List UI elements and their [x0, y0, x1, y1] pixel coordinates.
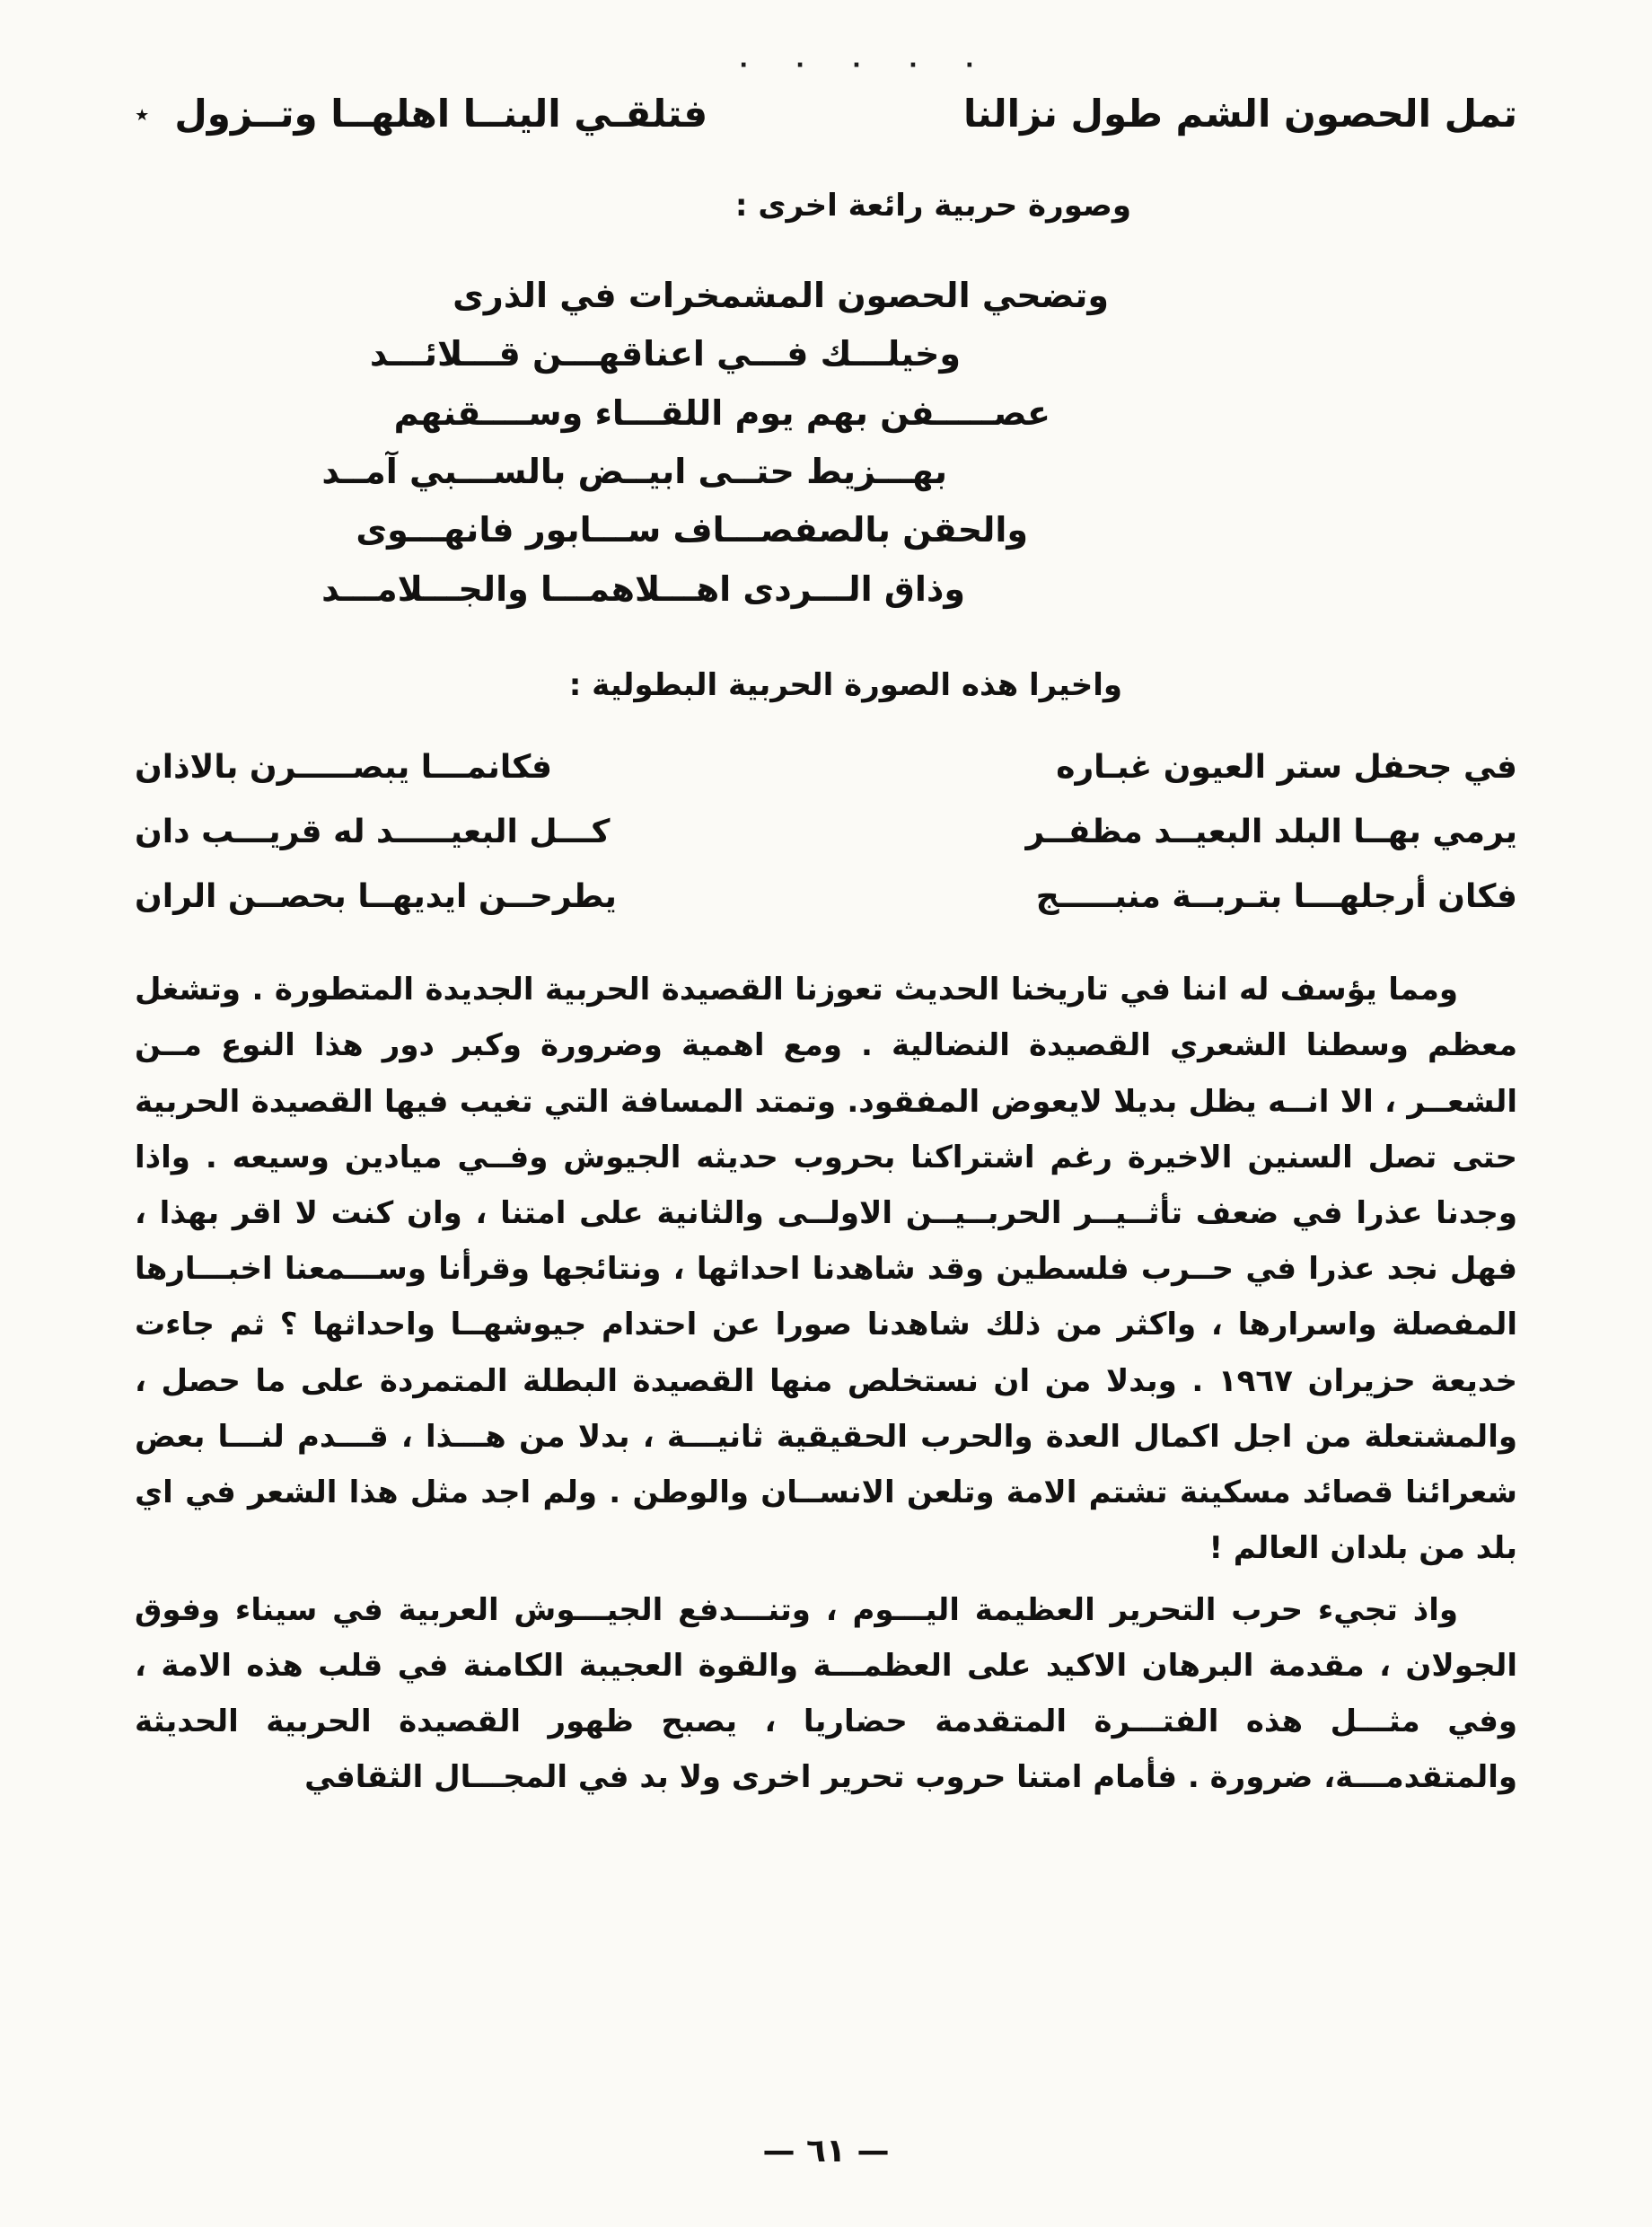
opening-verse: [135, 92, 1517, 136]
prose-paragraph-2: واذ تجيء حرب التحرير العظيمة اليـــوم ، وتنـــدفع الجيـــوش العربية في سيناء وفوق الجولان ، مقدمة البرهان الاكيد على العظمـــة والقوة العجيبة الكامنة في قلب هذه الامة ، وفي مثـــل هذه الفتـــرة المتقدمة حضاريا ، يصبح ظهور القصيدة الحربية الحديثة والمتقدمـــة، ضرورة . فأمام امتنا حروب تحرير اخرى ولا بد في المجـــال الثقافي: [135, 1591, 1517, 1796]
ornament-dots: · · · · ·: [739, 52, 994, 79]
poem2-line-1-left: فكانمـــا يبصـــــرن بالاذان: [135, 749, 552, 787]
poem1-line-4: بهـــزيط حتــى ابيــض بالســـبي آمــد: [321, 452, 947, 492]
poem2-line-1-right: في جحفل ستر العيون غبـاره: [1056, 749, 1517, 787]
poem1-line-2: وخيلـــك فـــي اعناقهـــن قـــلائـــد: [369, 334, 961, 374]
poem-block-2: [135, 735, 1517, 929]
poem1-line-1: وتضحي الحصون المشمخرات في الذرى: [453, 276, 1109, 315]
poem1-line-5: والحقن بالصفصـــاف ســـابور فانهـــوى: [356, 510, 1028, 550]
opening-verse-left-hemistich: فتلقـي الينــا اهلهــا وتــزول: [174, 92, 708, 136]
poem1-line-6: وذاق الـــردى اهـــلاهمـــا والجـــلامـــد: [321, 568, 965, 609]
poem1-line-3: عصـــــفن بهم يوم اللقـــاء وســــقنهم: [393, 392, 1050, 433]
poem2-line-2: [135, 800, 1517, 865]
prose-paragraph-1: ومما يؤسف له اننا في تاريخنا الحديث تعوزنا القصيدة الحربية الجديدة المتطورة . وتشغل معظم وسطنا الشعري القصيدة النضالية . ومع اهمية وضرورة وكبر دور هذا النوع مــن الشعــر ، الا انــه يظل بديلا لايعوض المفقود. وتمتد المسافة التي تغيب فيها القصيدة الحربية حتى تصل السنين الاخيرة رغم اشتراكنا بحروب حديثه الجيوش وفــي ميادين وسيعه . واذا وجدنا عذرا في ضعف تأثــيــر الحربــيــن الاولــى والثانية على امتنا ، وان كنت لا اقر بهذا ، فهل نجد عذرا في حــرب فلسطين وقد شاهدنا احداثها ، ونتائجها وقرأنا وســـمعنا اخبـــارها المفصلة واسرارها ، واكثر من ذلك شاهدنا صورا عن احتدام جيوشهــا واحداثها ؟ ثم جاءت خديعة حزيران ١٩٦٧ . وبدلا من ان نستخلص منها القصيدة البطلة المتمردة على ما حصل ، والمشتعلة من اجل اكمال العدة والحرب الحقيقية ثانيـــة ، بدلا من هـــذا ، قـــدم لنـــا بعض شعرائنا قصائد مسكينة تشتم الامة وتلعن الانســان والوطن . ولم اجد مثل هذا الشعر في اي بلد من بلدان العالم !: [135, 972, 1518, 1567]
intro-line-2: واخيرا هذه الصورة الحربية البطولية :: [568, 667, 1122, 704]
poem2-line-3-right: فكان أرجلهـــا بتـربــة منبـــــج: [1035, 878, 1517, 916]
poem2-line-2-left: كـــل البعيـــــد له قريـــب دان: [135, 814, 611, 851]
opening-verse-right-hemistich: تمل الحصون الشم طول نزالنا: [962, 92, 1517, 136]
verse-end-mark: ٭: [135, 99, 150, 130]
poem2-line-2-right: يرمي بهــا البلد البعيــد مظفــر: [1025, 814, 1517, 851]
intro-line-1: وصورة حربية رائعة اخرى :: [734, 188, 1131, 224]
poem-block-1: [135, 267, 1517, 619]
opening-verse-left-group: [135, 92, 707, 136]
poem2-line-1: [135, 735, 1517, 800]
page-number: — ٦١ —: [762, 2133, 890, 2170]
poem2-line-3-left: يطرحــن ايديهــا بحصــن الران: [135, 878, 617, 916]
poem2-line-3: [135, 865, 1517, 929]
